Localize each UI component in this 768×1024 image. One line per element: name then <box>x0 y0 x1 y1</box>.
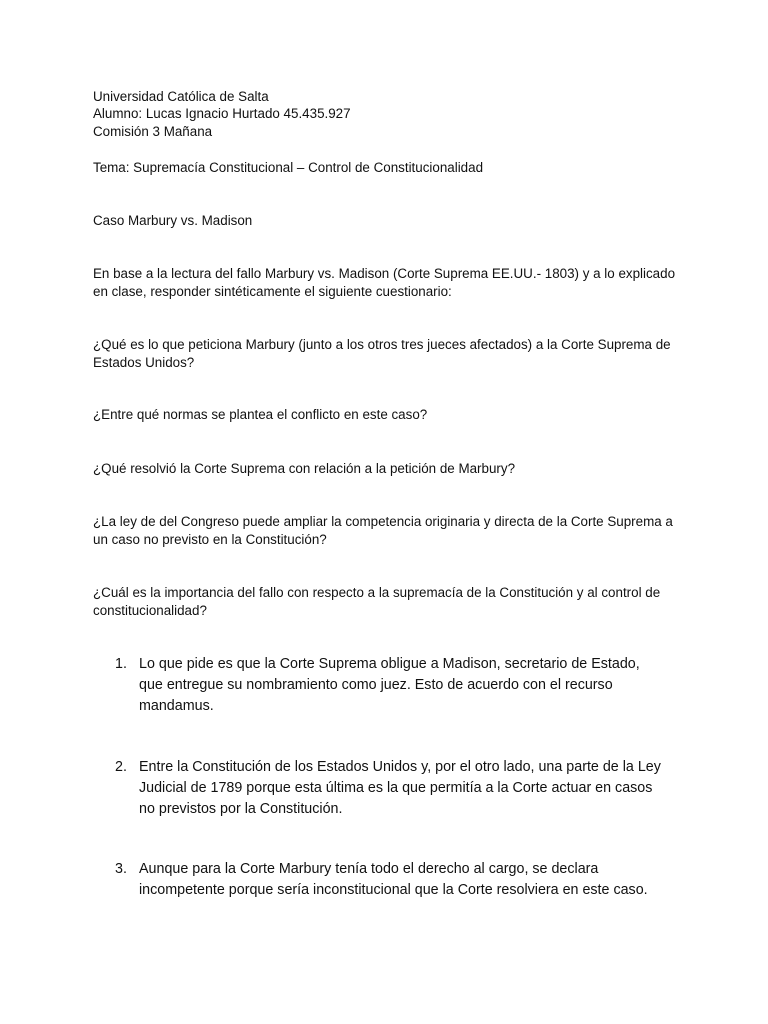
answer-number: 2. <box>115 759 127 775</box>
question-4: ¿La ley de del Congreso puede ampliar la competencia originaria y directa de la Corte Suprema a un caso no previsto en la Constitución? <box>93 514 673 547</box>
answer-text: Aunque para la Corte Marbury tenía todo el derecho al cargo, se declara incompetente porque sería inconstitucional que la Corte resolviera en este caso. <box>139 861 648 898</box>
answer-text: Entre la Constitución de los Estados Unidos y, por el otro lado, una parte de la Ley Judicial de 1789 porque esta última es la que permitía a la Corte actuar en casos no previstos por la Constitución. <box>139 759 661 817</box>
answer-number: 3. <box>115 861 127 877</box>
question-5: ¿Cuál es la importancia del fallo con respecto a la supremacía de la Constitución y al control de constitucionalidad? <box>93 585 661 618</box>
question-3: ¿Qué resolvió la Corte Suprema con relación a la petición de Marbury? <box>93 461 516 476</box>
answer-text: Lo que pide es que la Corte Suprema obligue a Madison, secretario de Estado, que entregue su nombramiento como juez. Esto de acuerdo con el recurso mandamus. <box>139 656 640 714</box>
topic-line: Tema: Supremacía Constitucional – Control de Constitucionalidad <box>93 160 484 175</box>
case-title: Caso Marbury vs. Madison <box>93 213 253 228</box>
header-commission: Comisión 3 Mañana <box>93 124 213 139</box>
answer-number: 1. <box>115 656 127 672</box>
question-2: ¿Entre qué normas se plantea el conflicto en este caso? <box>93 407 428 422</box>
question-1: ¿Qué es lo que peticiona Marbury (junto a los otros tres jueces afectados) a la Corte Suprema de Estados Unidos? <box>93 337 671 370</box>
header-student: Alumno: Lucas Ignacio Hurtado 45.435.927 <box>93 106 351 121</box>
header-university: Universidad Católica de Salta <box>93 89 269 104</box>
instructions-paragraph: En base a la lectura del fallo Marbury vs. Madison (Corte Suprema EE.UU.- 1803) y a lo explicado en clase, responder sintéticamente el siguiente cuestionario: <box>93 266 676 299</box>
